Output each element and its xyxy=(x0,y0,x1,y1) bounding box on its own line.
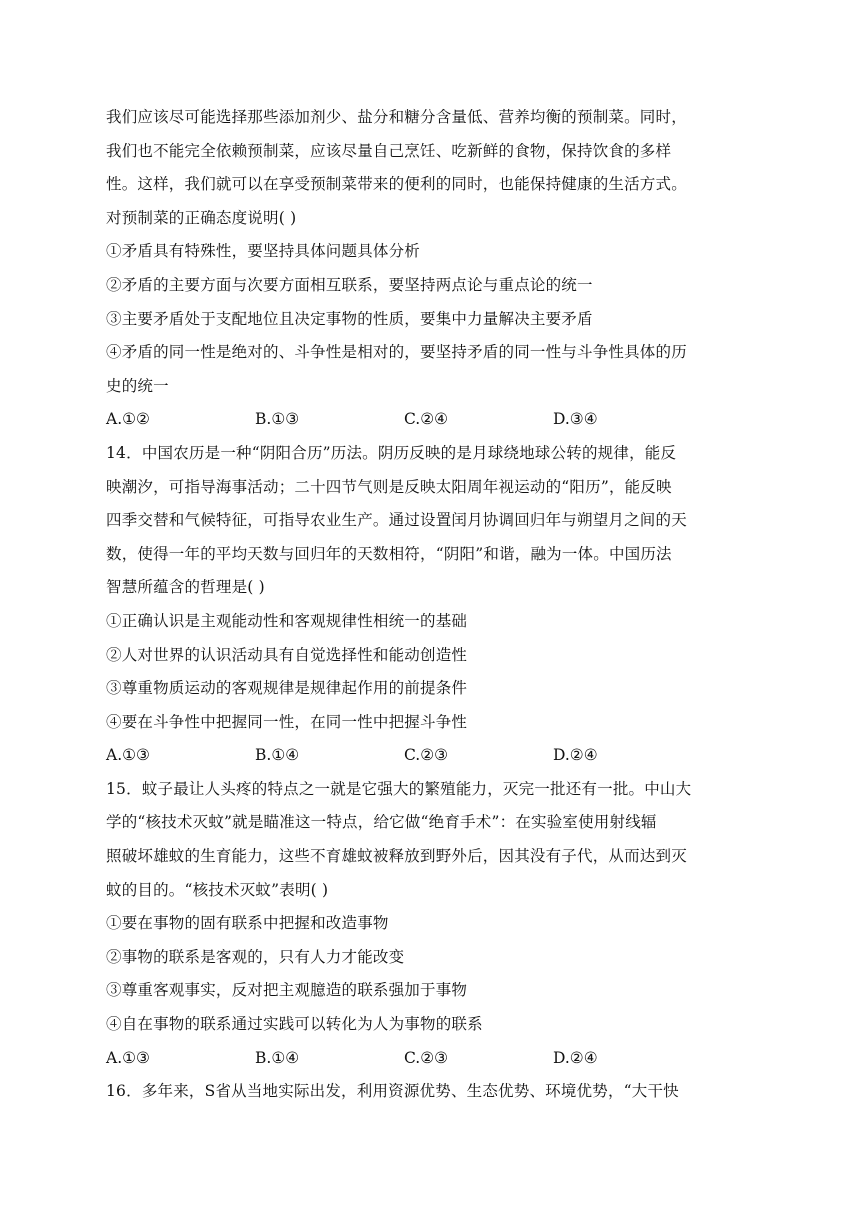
q13-statement: ③主要矛盾处于支配地位且决定事物的性质，要集中力量解决主要矛盾 xyxy=(106,309,593,328)
q13-option-c: C.②④ xyxy=(404,410,449,429)
q14-statement: ③尊重物质运动的客观规律是规律起作用的前提条件 xyxy=(106,679,468,698)
q15-option-a: A.①③ xyxy=(106,1048,150,1067)
q15-statement: ①要在事物的固有联系中把握和改造事物 xyxy=(106,914,389,933)
q15-stem-line: 15．蚊子最让人头疼的特点之一就是它强大的繁殖能力，灭完一批还有一批。中山大 xyxy=(106,779,692,798)
question-16 xyxy=(106,1075,746,1109)
q16-stem-line: 16．多年来，S省从当地实际出发，利用资源优势、生态优势、环境优势，“大干快 xyxy=(106,1082,679,1101)
q14-option-a: A.①③ xyxy=(106,746,150,765)
q13-stem-line: 性。这样，我们就可以在享受预制菜带来的便利的同时，也能保持健康的生活方式。 xyxy=(106,175,687,194)
q15-statement: ③尊重客观事实，反对把主观臆造的联系强加于事物 xyxy=(106,981,468,1000)
q14-statement: ②人对世界的认识活动具有自觉选择性和能动创造性 xyxy=(106,645,468,664)
q14-option-d: D.②④ xyxy=(553,746,598,765)
q13-option-b: B.①③ xyxy=(255,410,300,429)
q15-stem-line: 照破坏雄蚊的生育能力，这些不育雄蚊被释放到野外后，因其没有子代，从而达到灭 xyxy=(106,847,687,866)
q13-option-d: D.③④ xyxy=(553,410,598,429)
q14-stem-line: 四季交替和气候特征，可指导农业生产。通过设置闰月协调回归年与朔望月之间的天 xyxy=(106,511,687,530)
q15-statement: ②事物的联系是客观的，只有人力才能改变 xyxy=(106,947,405,966)
q14-stem-line: 14．中国农历是一种“阴阳合历”历法。阴历反映的是月球绕地球公转的规律，能反 xyxy=(106,443,677,462)
q13-stem-line: 对预制菜的正确态度说明( ) xyxy=(106,208,297,227)
q14-options xyxy=(106,739,746,773)
q14-stem-line: 智慧所蕴含的哲理是( ) xyxy=(106,578,265,597)
q14-statement: ④要在斗争性中把握同一性，在同一性中把握斗争性 xyxy=(106,712,468,731)
q14-stem-line: 映潮汐，可指导海事活动；二十四节气则是反映太阳周年视运动的“阳历”，能反映 xyxy=(106,477,672,496)
q15-option-d: D.②④ xyxy=(553,1048,598,1067)
q13-statement: ②矛盾的主要方面与次要方面相互联系，要坚持两点论与重点论的统一 xyxy=(106,275,593,294)
q13-stem-line: 我们应该尽可能选择那些添加剂少、盐分和糖分含量低、营养均衡的预制菜。同时， xyxy=(106,108,687,126)
question-content xyxy=(106,101,746,1109)
q15-stem-line: 学的“核技术灭蚊”就是瞄准这一特点，给它做“绝育手术”：在实验室使用射线辐 xyxy=(106,813,657,832)
q14-statement: ①正确认识是主观能动性和客观规律性相统一的基础 xyxy=(106,611,468,630)
q13-options xyxy=(106,403,746,437)
q15-options xyxy=(106,1042,746,1076)
q14-stem-line: 数，使得一年的平均天数与回归年的天数相符，“阴阳”和谐，融为一体。中国历法 xyxy=(106,544,672,563)
q15-stem-line: 蚊的目的。“核技术灭蚊”表明( ) xyxy=(106,880,329,899)
q13-option-a: A.①② xyxy=(106,410,150,429)
q13-statement: ①矛盾具有特殊性，要坚持具体问题具体分析 xyxy=(106,242,421,261)
q15-option-b: B.①④ xyxy=(255,1048,300,1067)
q15-statement: ④自在事物的联系通过实践可以转化为人为事物的联系 xyxy=(106,1015,483,1034)
question-14 xyxy=(106,437,746,773)
question-13 xyxy=(106,101,746,437)
q15-option-c: C.②③ xyxy=(404,1048,449,1067)
q14-option-c: C.②③ xyxy=(404,746,449,765)
question-15 xyxy=(106,773,746,1075)
q13-statement: ④矛盾的同一性是绝对的、斗争性是相对的，要坚持矛盾的同一性与斗争性具体的历 xyxy=(106,343,687,362)
q13-stem-line: 我们也不能完全依赖预制菜，应该尽量自己烹饪、吃新鲜的食物，保持饮食的多样 xyxy=(106,141,672,160)
q13-statement: 史的统一 xyxy=(106,376,169,395)
q14-option-b: B.①④ xyxy=(255,746,300,765)
